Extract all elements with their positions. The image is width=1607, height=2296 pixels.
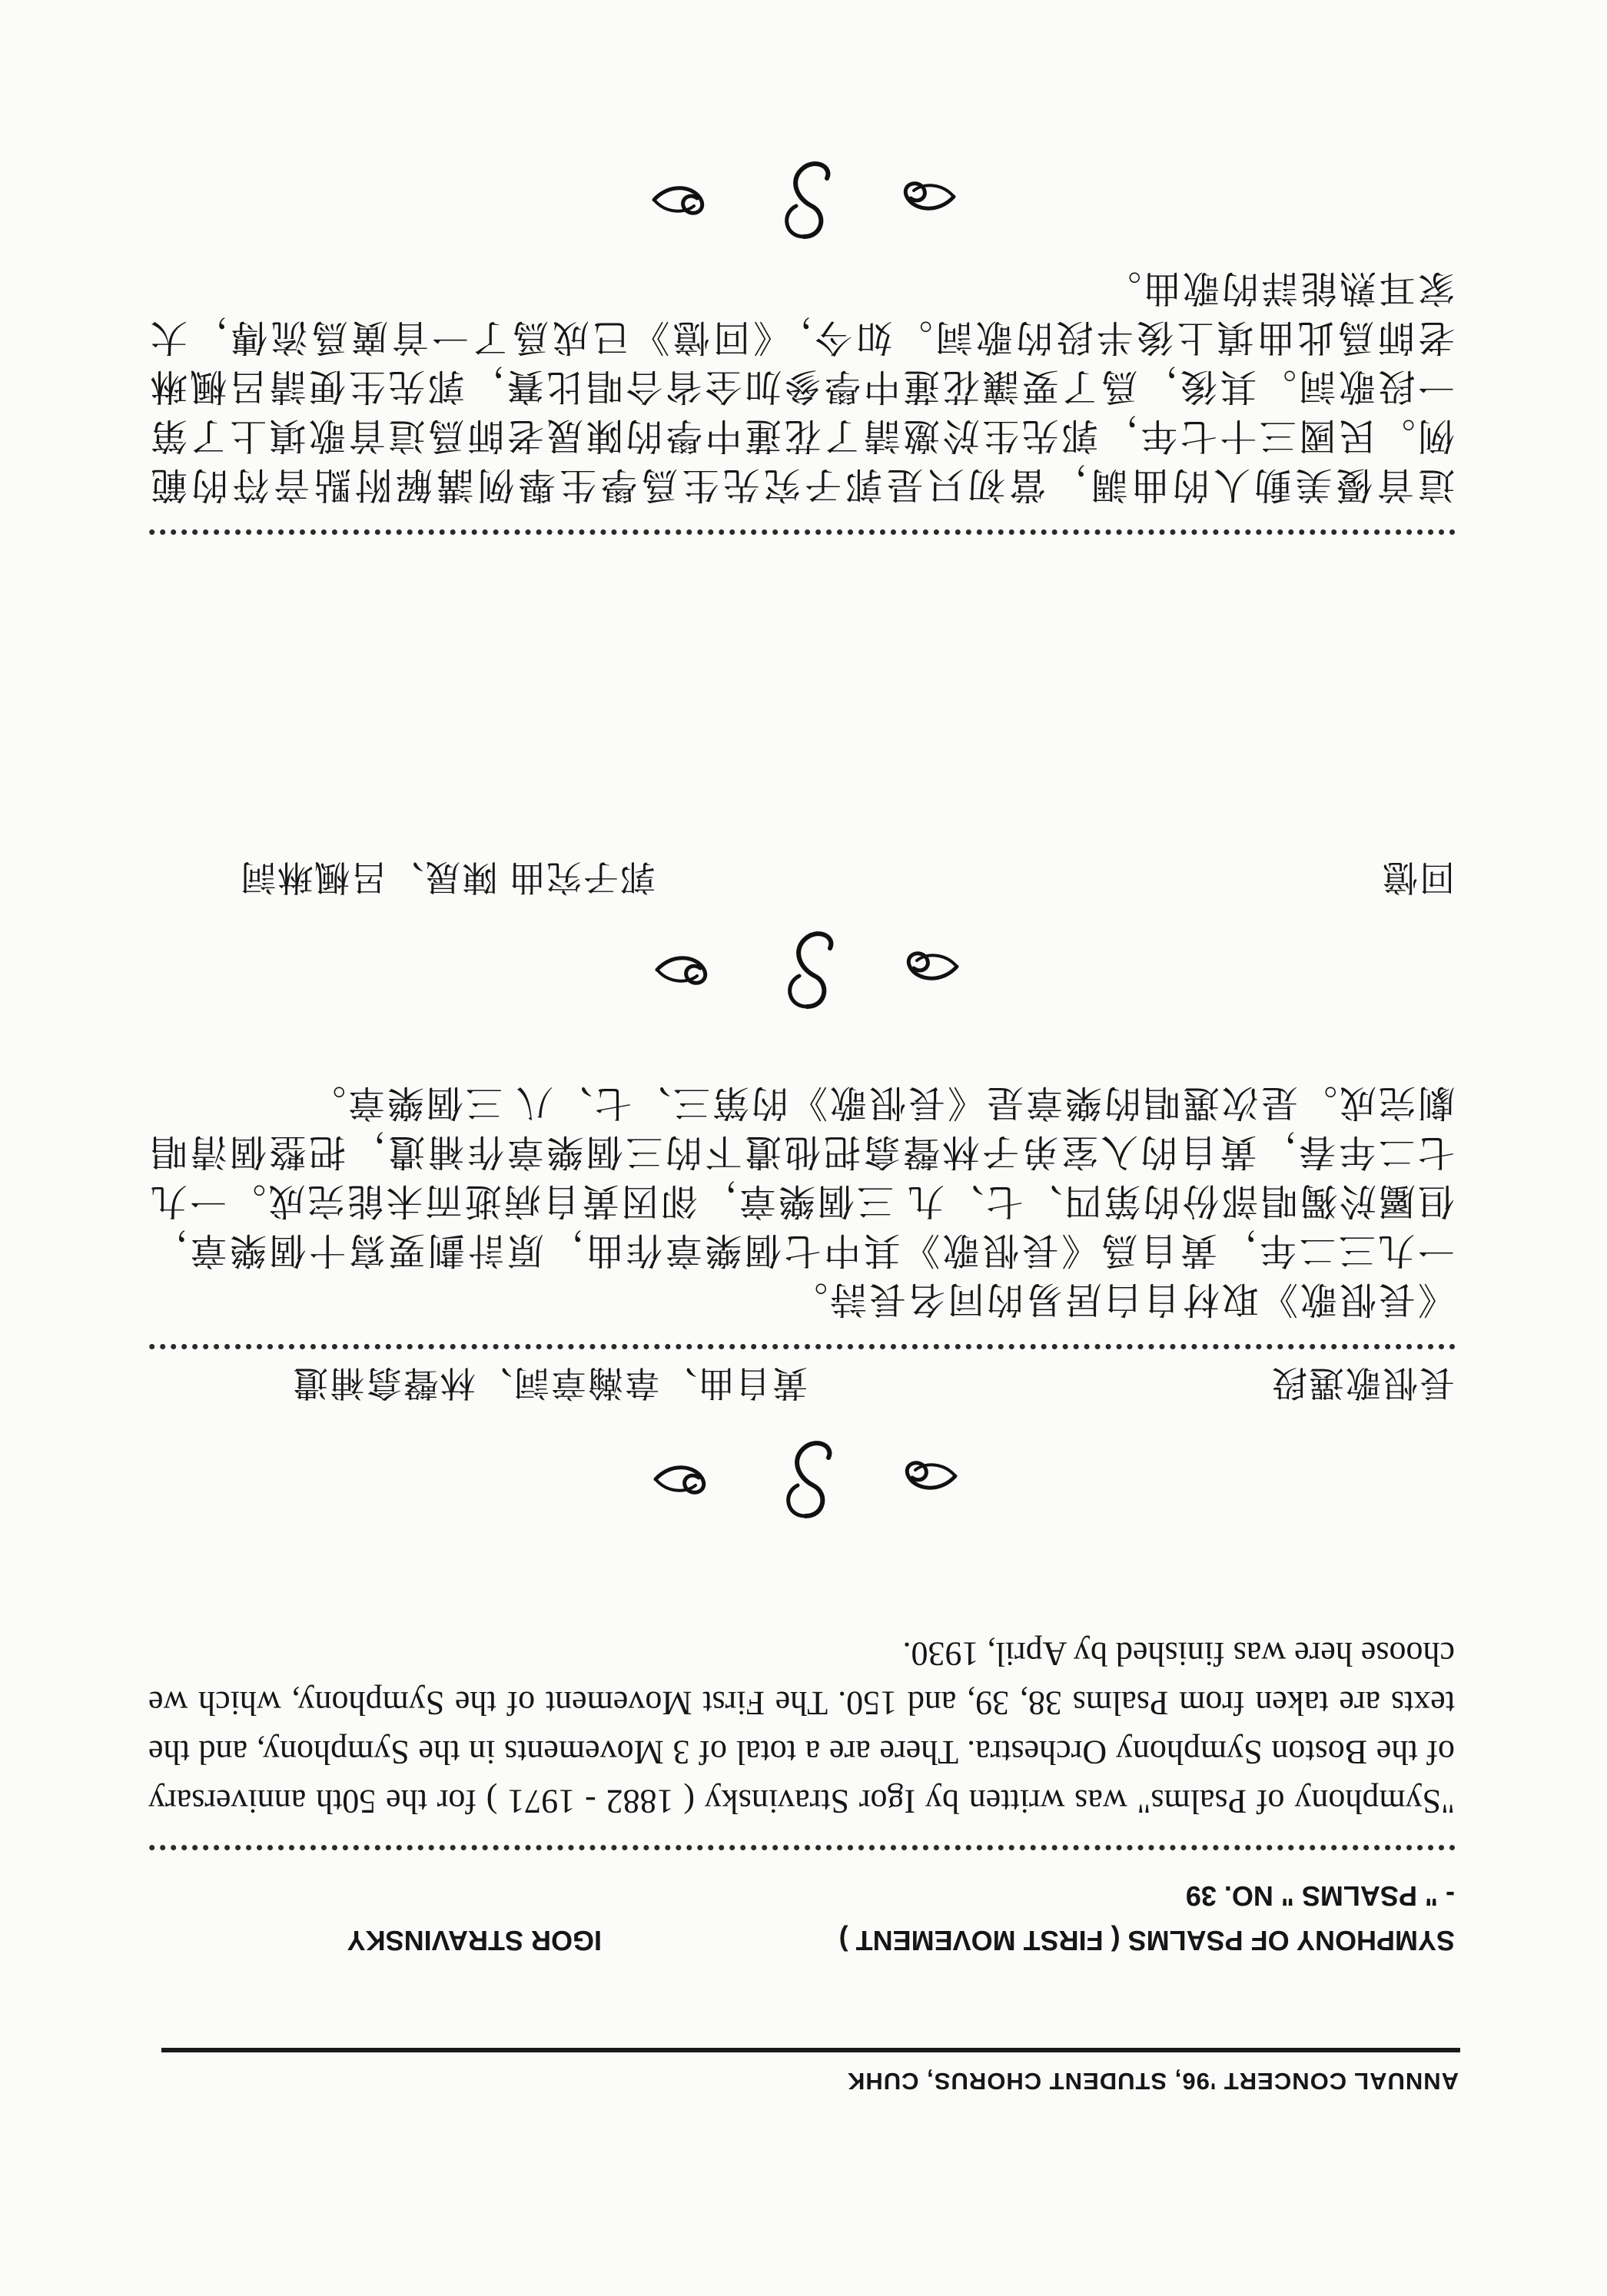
header-rule (161, 2048, 1460, 2052)
piece1-composer: IGOR STRAVINSKY (347, 1925, 602, 1956)
piece1-description: "Symphony of Psalms" was written by Igor Stravinsky ( 1882 - 1971 ) for the 50th anniversary of the Boston Symphony Orchestra. There are a total of 3 Movements in the Symphony, and the texts are taken from Psalms 38, 39, and 150. The First Movement of the Symphony, which we choose here was finished by April, 1930. (148, 1635, 1455, 1820)
piece2-paragraph: 一九三二年，黃自爲《長恨歌》其中七個樂章作曲，原計劃要寫十個樂章，但屬於獨唱部份的第四、七、九 三個樂章，卻因黃自病逝而未能完成。一九七二年春，黃自的入室弟子林聲翕把他遺下的三個樂章作補遺，把整個清唱劇完成。是次選唱的樂章是《長恨歌》的第三、七、八 三個樂章。 (148, 1082, 1455, 1270)
ornament-divider (640, 1432, 971, 1524)
piece1-description-block (148, 1629, 1455, 1826)
piece3-credits: 郭子究曲 陳晟、呂楓琳詞 (239, 858, 656, 897)
piece2-title: 長恨歌選段 (1270, 1363, 1455, 1402)
piece1-title: SYMPHONY OF PSALMS ( FIRST MOVEMENT ) (838, 1925, 1455, 1956)
piece1-subtitle: - " PSALMS " NO. 39 (1185, 1880, 1455, 1912)
piece2-text-block (148, 1077, 1455, 1323)
piece2-credits: 黃自曲、韋瀚章詞、林聲翕補遺 (291, 1363, 808, 1402)
piece3-text-block (148, 263, 1455, 509)
divider-dots (148, 1344, 1455, 1349)
concert-header: ANNUAL CONCERT '96, STUDENT CHORUS, CUHK (846, 2068, 1459, 2095)
ornament-divider (639, 152, 969, 244)
ornament-divider (642, 922, 972, 1014)
piece3-description: 這首優美動人的曲調，當初只是郭子究先生爲學生舉例講解附點音符的範例。民國三十七年，郭先生於邀請了花蓮中學的陳晟老師爲這首歌填上了第一段歌詞。其後，爲了要讓花蓮中學參加全省合唱比賽，郭先生便請呂楓琳老師爲此曲填上後半段的歌詞。如今，《回憶》已成爲了一首廣爲流傳，大家耳熟能詳的歌曲。 (148, 267, 1455, 505)
divider-dots (148, 529, 1455, 535)
piece3-title: 回憶 (1381, 858, 1455, 897)
divider-dots (148, 1845, 1455, 1850)
piece2-paragraph: 《長恨歌》取材自白居易的同名長詩。 (788, 1279, 1455, 1319)
